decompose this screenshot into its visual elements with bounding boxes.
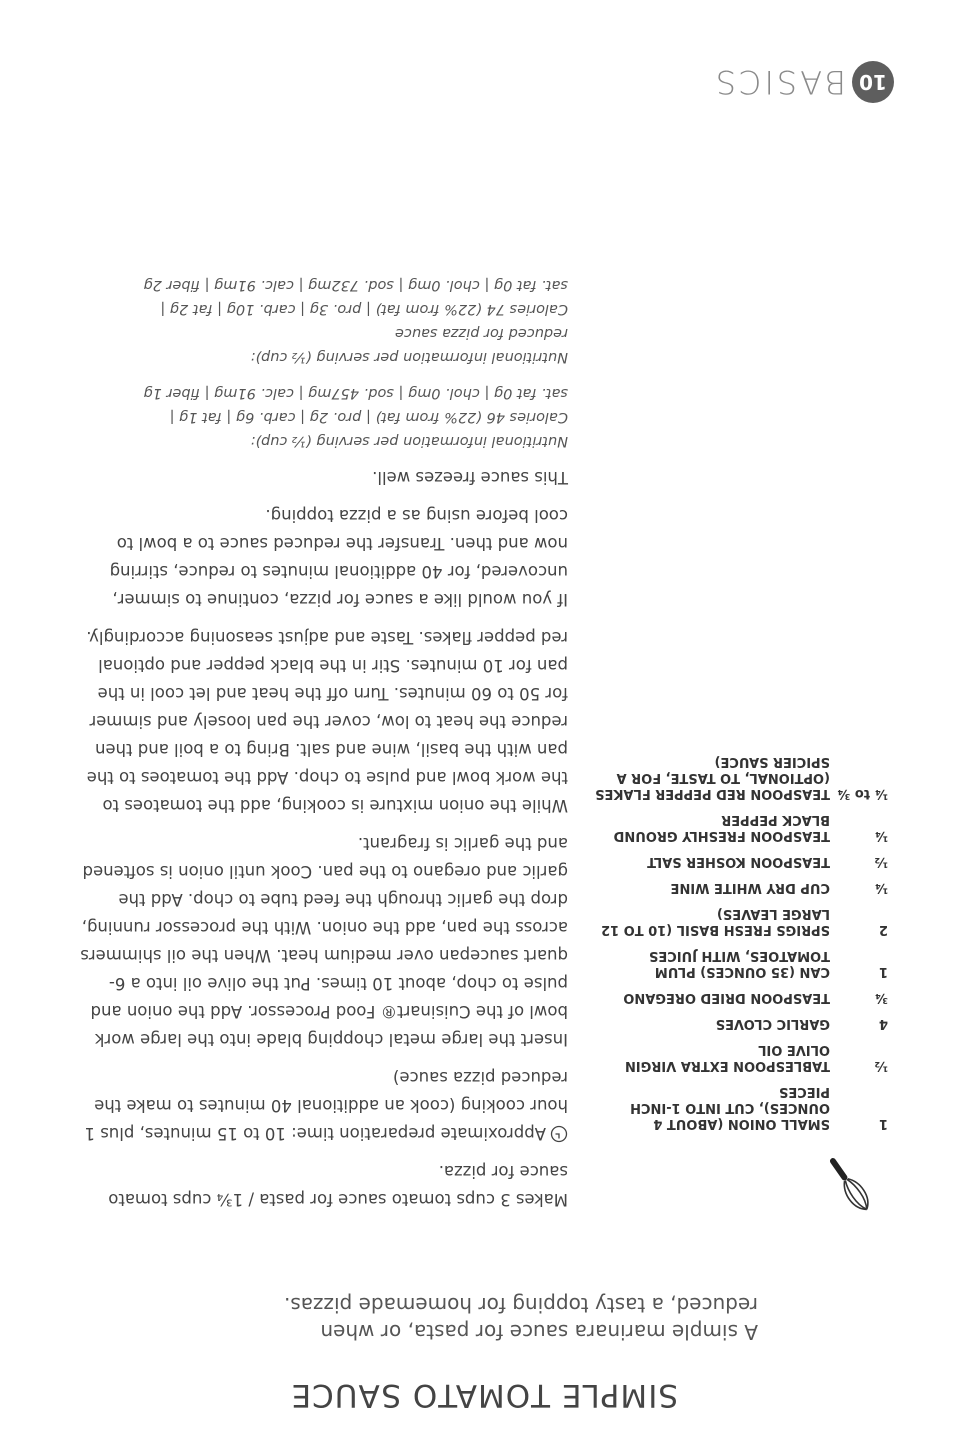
ingredient-qty: 1 <box>878 964 888 979</box>
ingredient-desc: SPRIGS FRESH BASIL (10 TO 12 LARGE LEAVES) <box>601 906 830 937</box>
ingredient-qty: ¼ <box>874 880 888 895</box>
nutrition-heading: Nutritional information per serving (½ cup): <box>250 433 568 449</box>
ingredient-qty: ¼ to ¾ <box>836 786 888 801</box>
nutrition-heading: Nutritional information per serving (½ cup): <box>250 349 568 365</box>
ingredient-qty: ¾ <box>874 990 888 1005</box>
ingredient-qty: ½ <box>874 854 888 869</box>
ingredient-desc: TEASPOON DRIED OREGANO <box>623 990 830 1005</box>
ingredient-row <box>594 1041 894 1073</box>
step-paragraph: If you would like a sauce for pizza, continue to simmer, uncovered, for 40 additional minutes to reduce, stirring now and then. Transfer the reduced sauce to a bowl to cool before using as a pizza topping. <box>109 506 568 609</box>
yield-text: Makes 3 cups tomato sauce for pasta / 1¾ cups tomato sauce for pizza. <box>108 1162 568 1209</box>
ingredient-desc: CAN (35 OUNCES) PLUM TOMATOES, WITH JUICES <box>649 948 830 979</box>
chapter-title: BASICS <box>712 63 846 101</box>
nutrition-subheading: reduced for pizza sauce <box>394 325 568 341</box>
ingredient-desc: TEASPOON RED PEPPER FLAKES (OPTIONAL, TO TASTE, FOR A SPICIER SAUCE) <box>595 754 830 801</box>
recipe-title: SIMPLE TOMATO SAUCE <box>290 1377 678 1413</box>
ingredient-desc: TEASPOON KOSHER SALT <box>647 854 830 869</box>
prep-time-text: Approximate preparation time: 10 to 15 minutes, plus 1 hour cooking (cook an additional 40 minutes to make the reduced pizza sauce) <box>84 1068 568 1143</box>
ingredient-row <box>594 989 894 1005</box>
ingredient-row <box>594 905 894 937</box>
nutrition-line: Calories 46 (22% from fat) | pro. 2g | carb. 6g | fat 1g | <box>169 409 568 425</box>
clock-icon <box>550 1125 568 1143</box>
ingredient-qty: ½ <box>874 1058 888 1073</box>
ingredient-row <box>594 811 894 843</box>
nutrition-line: sat. fat 0g | chol. 0mg | sod. 457mg | calc. 91mg | fiber 1g <box>143 385 568 401</box>
ingredient-row <box>594 947 894 979</box>
chapter-number-badge: 10 <box>852 61 894 103</box>
ingredient-qty: ¼ <box>874 828 888 843</box>
nutrition-block-pizza <box>78 273 568 369</box>
ingredient-qty: 2 <box>878 922 888 937</box>
step-paragraph: This sauce freezes well. <box>372 468 568 487</box>
ingredient-qty: 1 <box>878 1116 888 1131</box>
recipe-subtitle: A simple marinara sauce for pasta, or when reduced, a tasty topping for homemade pizzas. <box>283 1293 758 1344</box>
prep-time <box>78 1063 568 1147</box>
ingredient-desc: GARLIC CLOVES <box>715 1016 830 1031</box>
ingredient-row <box>594 853 894 869</box>
recipe-body <box>78 261 568 1213</box>
ingredient-row <box>594 1015 894 1031</box>
ingredient-desc: SMALL ONION (ABOUT 4 OUNCES), CUT INTO 1-INCH PIECES <box>630 1084 830 1131</box>
ingredient-row <box>594 879 894 895</box>
step-paragraph: Insert the large metal chopping blade into the large work bowl of the Cuisinart® Food Processor. Add the onion and pulse to chop, about 10 times. Put the olive oil into a 6-quart saucepan over medium heat. When the oil shimmers across the pan, add the onion. With the processor running, drop the garlic through the feed tube to chop. Add the garlic and oregano to the pan. Cook until onion is softened and the garlic is fragrant. <box>80 834 568 1049</box>
ingredient-row <box>594 753 894 801</box>
ingredient-desc: TABLESPOON EXTRA VIRGIN OLIVE OIL <box>624 1042 830 1073</box>
ingredient-row <box>594 1083 894 1131</box>
nutrition-block <box>78 381 568 453</box>
ingredient-desc: CUP DRY WHITE WINE <box>670 880 830 895</box>
step-paragraph: While the onion mixture is cooking, add the tomatoes to the work bowl and pulse to chop. Add the tomatoes to the pan with the basil, wine and salt. Bring to a boil and then reduce the heat to low, cover the pan loosely and simmer for 50 to 60 minutes. Turn off the heat and let cool in the pan for 10 minutes. Stir in the black pepper and optional red pepper flakes. Taste and adjust seasoning accordingly. <box>86 628 568 815</box>
ingredient-qty: 4 <box>878 1016 888 1031</box>
chapter-header <box>713 61 894 103</box>
ingredients-list <box>594 743 894 1131</box>
whisk-icon <box>824 1149 874 1219</box>
nutrition-line: Calories 74 (22% from fat) | pro. 3g | carb. 10g | fat 2g | <box>160 301 568 317</box>
nutrition-line: sat. fat 0g | chol. 0mg | sod. 732mg | calc. 91mg | fiber 2g <box>143 277 568 293</box>
ingredient-desc: TEASPOON FRESHLY GROUND BLACK PEPPER <box>613 812 830 843</box>
